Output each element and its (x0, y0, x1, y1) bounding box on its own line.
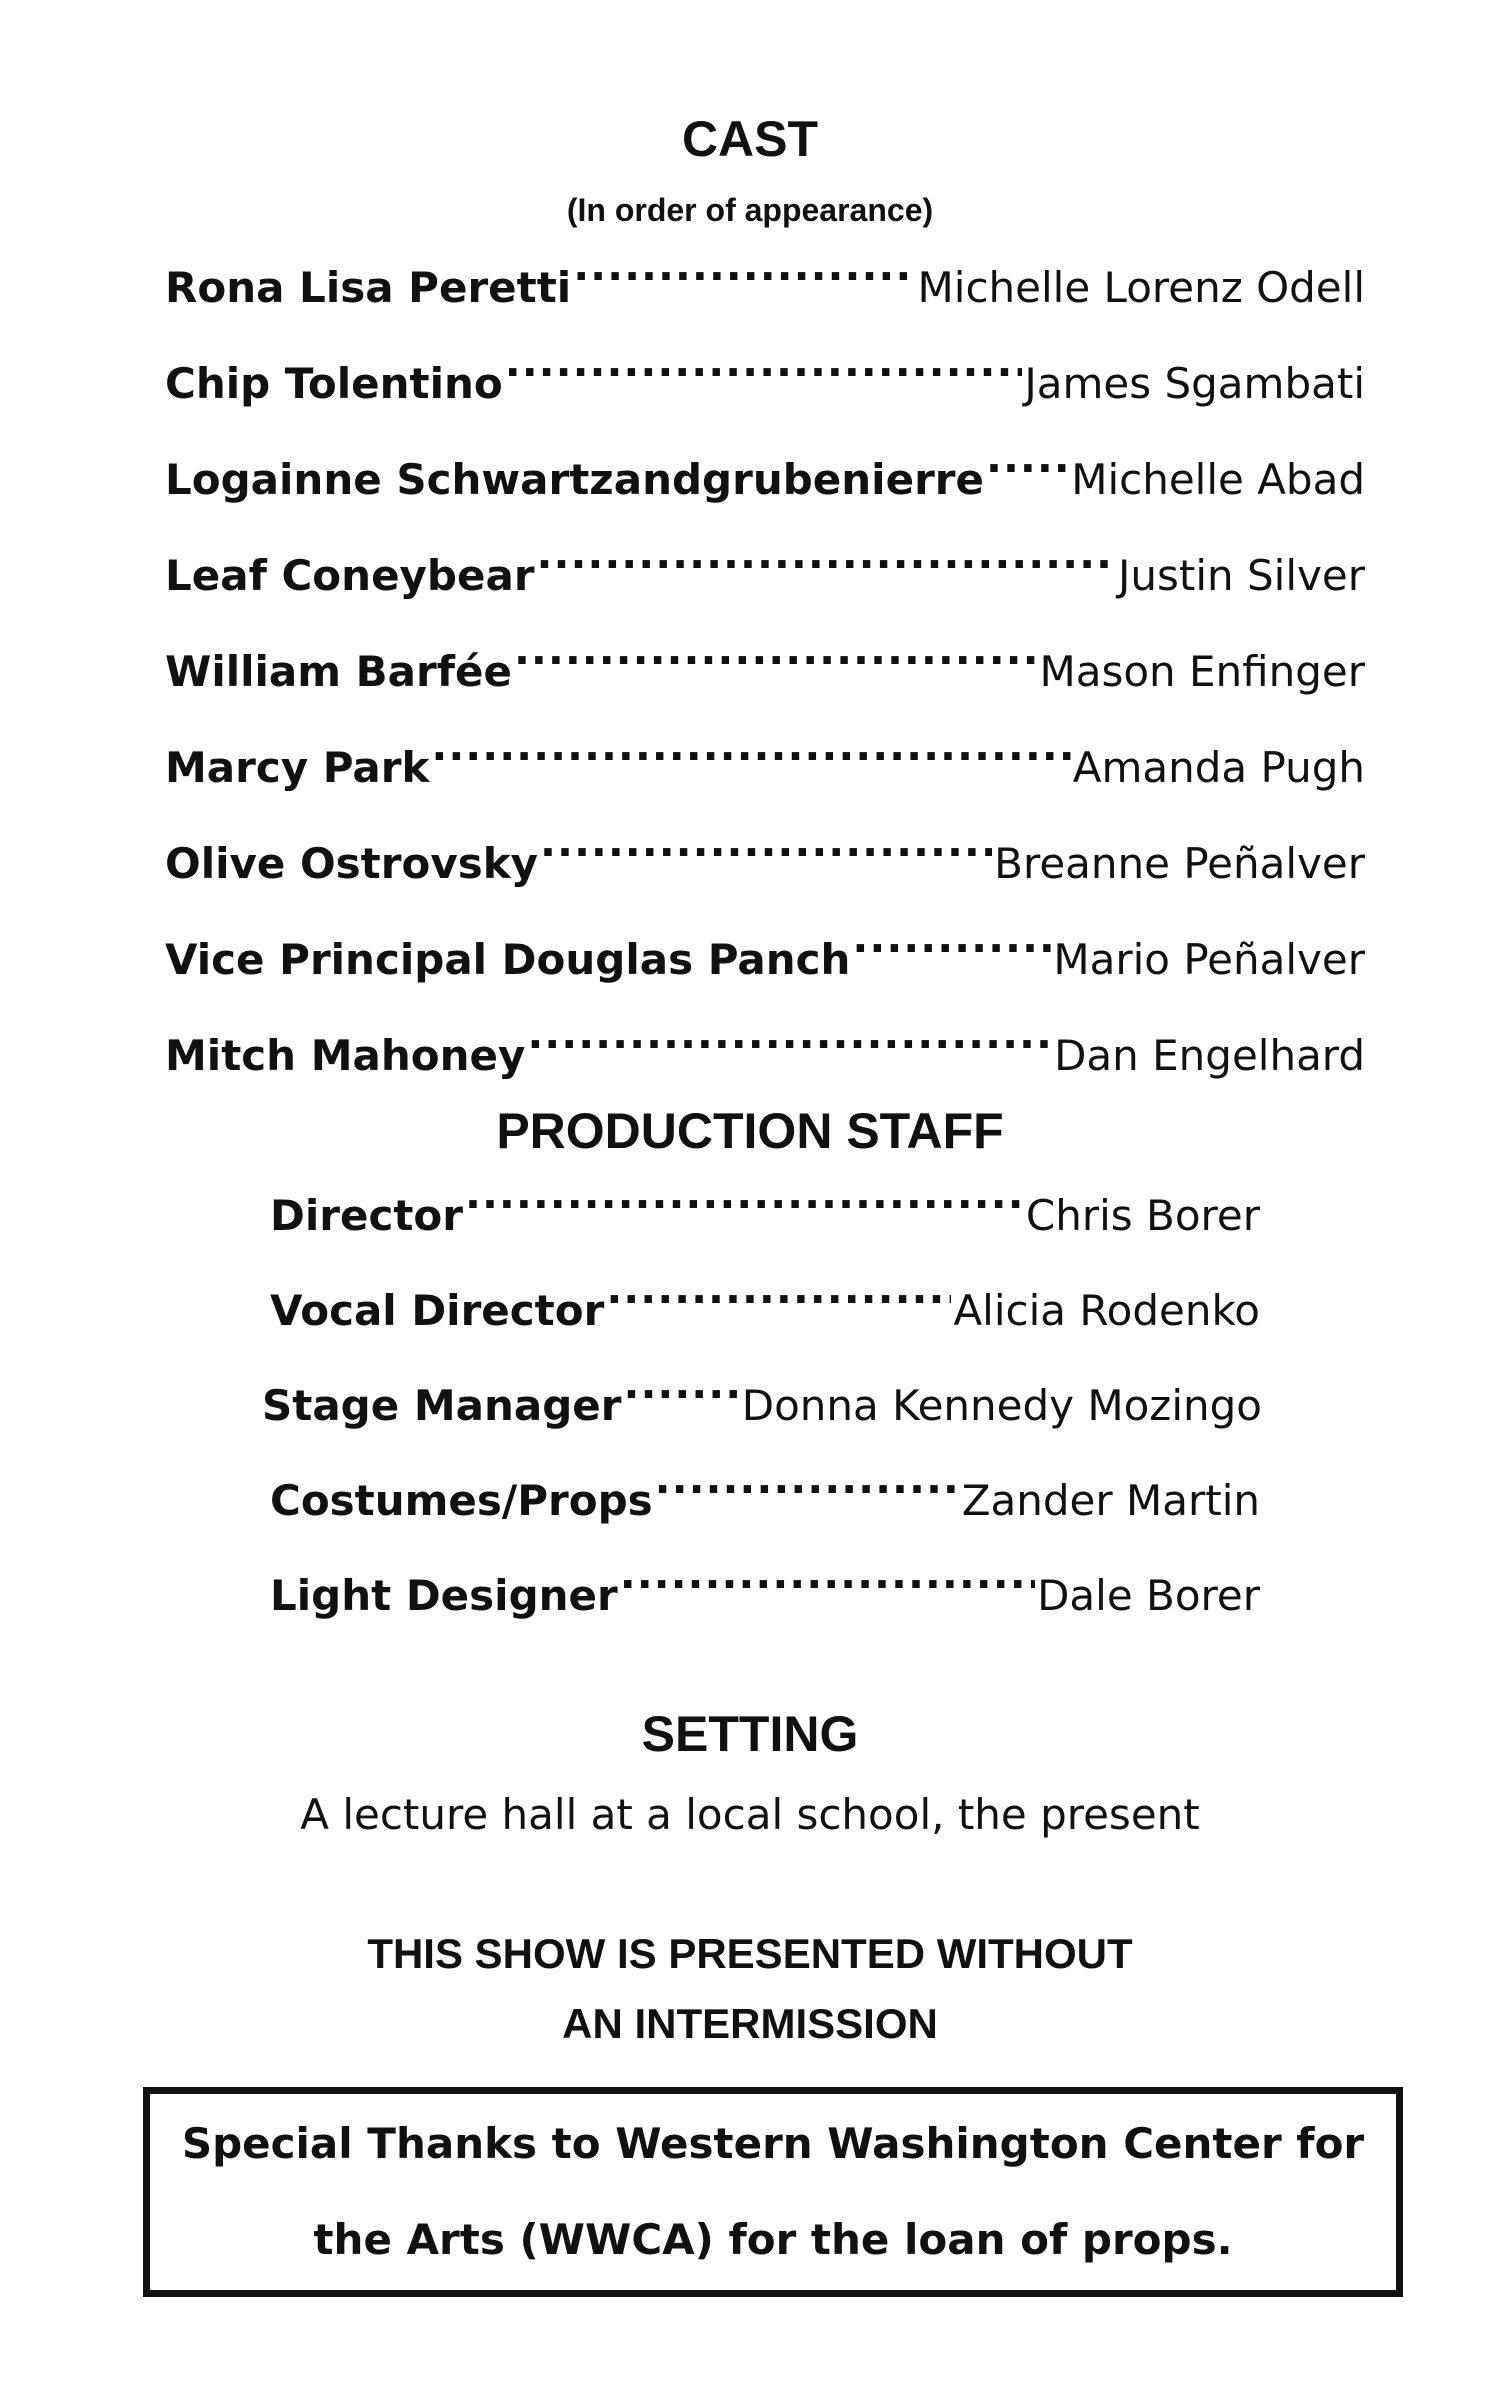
cast-row (165, 538, 1365, 602)
setting-title: SETTING (641, 1706, 859, 1762)
staff-row (270, 1273, 1260, 1337)
staff-name: Alicia Rodenko (953, 1286, 1260, 1335)
cast-row (165, 250, 1365, 314)
leader-dots (620, 1558, 1035, 1610)
cast-row (165, 922, 1365, 986)
staff-name: Donna Kennedy Mozingo (741, 1381, 1262, 1430)
staff-role: Director (270, 1191, 463, 1240)
cast-row (165, 1018, 1365, 1082)
staff-role: Vocal Director (270, 1286, 605, 1335)
intermission-notice-line1: THIS SHOW IS PRESENTED WITHOUT (367, 1930, 1133, 1977)
cast-actor: Michelle Lorenz Odell (917, 263, 1365, 312)
cast-row (165, 826, 1365, 890)
cast-actor: Mason Enfinger (1039, 647, 1365, 696)
cast-actor: Amanda Pugh (1072, 743, 1365, 792)
leader-dots (465, 1178, 1024, 1230)
leader-dots (527, 1018, 1052, 1070)
cast-row (165, 346, 1365, 410)
cast-role: Olive Ostrovsky (165, 839, 539, 888)
cast-role: Leaf Coneybear (165, 551, 535, 600)
cast-actor: Michelle Abad (1071, 455, 1365, 504)
cast-role: Marcy Park (165, 743, 430, 792)
cast-row (165, 634, 1365, 698)
cast-actor: Mario Peñalver (1053, 935, 1365, 984)
leader-dots (573, 250, 915, 302)
staff-name: Dale Borer (1037, 1571, 1260, 1620)
cast-actor: Justin Silver (1118, 551, 1365, 600)
leader-dots (514, 634, 1038, 686)
intermission-notice-line2: AN INTERMISSION (562, 2000, 938, 2047)
thanks-line2: the Arts (WWCA) for the loan of props. (313, 2215, 1233, 2264)
staff-role: Costumes/Props (270, 1476, 653, 1525)
staff-role: Stage Manager (262, 1381, 622, 1430)
special-thanks-box (143, 2087, 1403, 2297)
leader-dots (606, 1273, 951, 1325)
staff-name: Chris Borer (1025, 1191, 1260, 1240)
cast-role: Chip Tolentino (165, 359, 503, 408)
cast-role: William Barfée (165, 647, 512, 696)
setting-text: A lecture hall at a local school, the present (300, 1790, 1200, 1839)
cast-role: Vice Principal Douglas Panch (165, 935, 851, 984)
cast-actor: James Sgambati (1024, 359, 1365, 408)
leader-dots (537, 538, 1117, 590)
cast-actor: Dan Engelhard (1054, 1031, 1365, 1080)
leader-dots (431, 730, 1070, 782)
cast-title: CAST (681, 111, 819, 167)
leader-dots (540, 826, 992, 878)
leader-dots (852, 922, 1051, 974)
leader-dots (655, 1463, 960, 1515)
staff-row (262, 1368, 1262, 1432)
cast-subtitle: (In order of appearance) (566, 192, 934, 228)
staff-row (270, 1558, 1260, 1622)
leader-dots (505, 346, 1023, 398)
staff-title: PRODUCTION STAFF (496, 1103, 1004, 1159)
cast-role: Logainne Schwartzandgrubenierre (165, 455, 984, 504)
staff-name: Zander Martin (961, 1476, 1260, 1525)
cast-role: Mitch Mahoney (165, 1031, 526, 1080)
cast-row (165, 730, 1365, 794)
cast-role: Rona Lisa Peretti (165, 263, 572, 312)
leader-dots (986, 442, 1069, 494)
cast-actor: Breanne Peñalver (994, 839, 1365, 888)
staff-row (270, 1178, 1260, 1242)
staff-row (270, 1463, 1260, 1527)
leader-dots (623, 1368, 739, 1420)
thanks-line1: Special Thanks to Western Washington Center for (181, 2119, 1365, 2168)
cast-row (165, 442, 1365, 506)
staff-role: Light Designer (270, 1571, 618, 1620)
